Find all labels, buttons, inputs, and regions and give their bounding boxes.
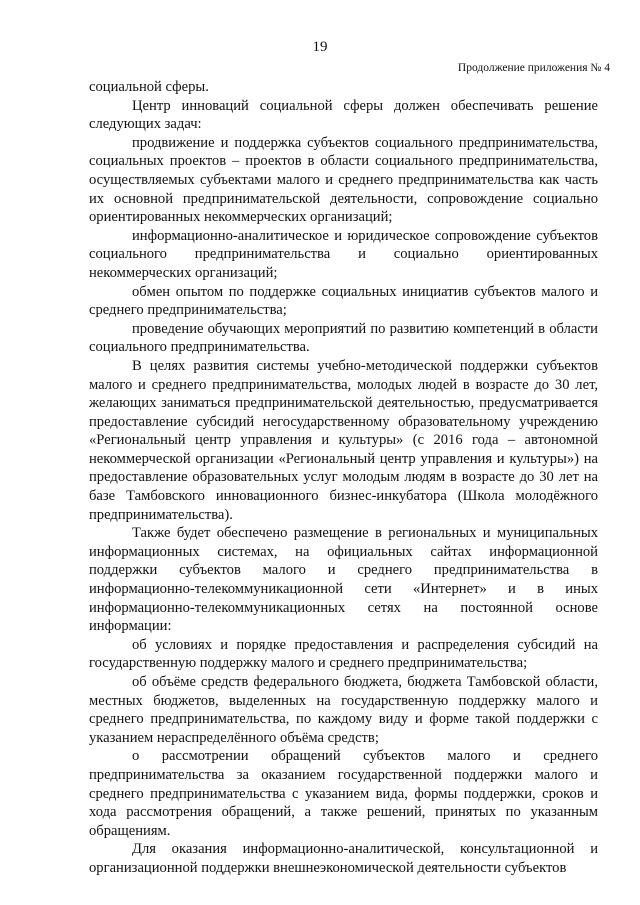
paragraph: социальной сферы. xyxy=(89,79,209,95)
appendix-continuation-note: Продолжение приложения № 4 xyxy=(457,62,610,74)
list-item: информационно-аналитическое и юридическое сопровождение субъектов социального предпринимательства и социально ориентированных некоммерческих организаций; xyxy=(89,227,598,281)
body-text xyxy=(89,78,598,878)
paragraph: Центр инноваций социальной сферы должен обеспечивать решение следующих задач: xyxy=(89,97,598,133)
list-item: о рассмотрении обращений субъектов малого и среднего предпринимательства за оказанием государственной поддержки малого и среднего предпринимательства с указанием вида, формы поддержки, сроков и хода рассмотрения обращений, а также решений, принятых по указанным обращениям. xyxy=(89,748,598,839)
list-item: об объёме средств федерального бюджета, бюджета Тамбовской области, местных бюджетов, выделенных на государственную поддержку малого и среднего предпринимательства, по каждому виду и форме такой поддержки с указанием нераспределённого объёма средств; xyxy=(89,674,598,746)
paragraph: В целях развития системы учебно-методической поддержки субъектов малого и среднего предпринимательства, молодых людей в возрасте до 30 лет, желающих заниматься предпринимательской деятельностью, предусматривается предоставление субсидий негосударственному образовательному учреждению «Региональный центр управления и культуры» (с 2016 года – автономной некоммерческой организации «Региональный центр управления и культуры») на предоставление образовательных услуг молодым людям в возрасте до 30 лет на базе Тамбовского инновационного бизнес-инкубатора (Школа молодёжного предпринимательства). xyxy=(89,357,598,523)
list-item: проведение обучающих мероприятий по развитию компетенций в области социального предпринимательства. xyxy=(89,320,598,356)
list-item: об условиях и порядке предоставления и распределения субсидий на государственную поддержку малого и среднего предпринимательства; xyxy=(89,636,598,672)
paragraph: Также будет обеспечено размещение в региональных и муниципальных информационных системах, на официальных сайтах информационной поддержки субъектов малого и среднего предпринимательства в информационно-телекоммуникационной сети «Интернет» и в иных информационно-телекоммуникационных сетях на постоянной основе информации: xyxy=(89,525,598,635)
list-item: продвижение и поддержка субъектов социального предпринимательства, социальных проектов – проектов в области социального предпринимательства, осуществляемых субъектами малого и среднего предпринимательства как часть их основной предпринимательской деятельности, сопровождение социально ориентированных некоммерческих организаций; xyxy=(89,134,598,226)
page-number: 19 xyxy=(312,39,328,55)
list-item: обмен опытом по поддержке социальных инициатив субъектов малого и среднего предпринимательства; xyxy=(89,283,598,319)
paragraph: Для оказания информационно-аналитической, консультационной и организационной поддержки внешнеэкономической деятельности субъектов xyxy=(89,841,598,876)
